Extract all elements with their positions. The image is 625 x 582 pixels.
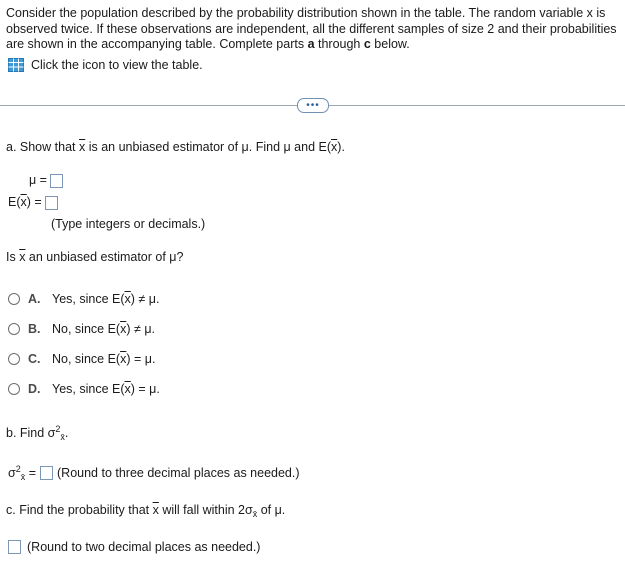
option-letter: A. <box>28 292 41 306</box>
sigma-sub: x̄ <box>60 432 65 442</box>
option-text-2: = μ. <box>134 382 160 396</box>
part-b-text: b. Find σ <box>6 426 56 440</box>
sigma-sup: 2 <box>55 424 61 434</box>
option-c[interactable] <box>8 352 155 366</box>
option-letter: B. <box>28 322 41 336</box>
part-c-text-2: will fall within 2σ <box>158 503 253 517</box>
xbar-symbol: $\overline{x}$ <box>120 322 127 336</box>
xbar-symbol: $\overline{x}$ <box>152 503 159 517</box>
view-table-link[interactable] <box>8 58 203 72</box>
option-letter: C. <box>28 352 41 366</box>
unbiased-question <box>6 250 183 264</box>
sigma-sup: 2 <box>15 464 21 474</box>
sigma-answer-box[interactable] <box>40 466 53 480</box>
part-c-text-1: c. Find the probability that <box>6 503 153 517</box>
xbar-symbol: $\overline{x}$ <box>331 140 338 154</box>
sigma-label-group <box>8 464 36 482</box>
option-text-2: ≠ μ. <box>134 292 160 306</box>
part-a-text-2: is an unbiased estimator of μ. Find μ and E <box>85 140 327 154</box>
option-text: Yes, since $E(\overline{x}) \ne \mu$. <box>52 292 160 306</box>
sigma-eq: = <box>25 466 37 480</box>
option-text: Yes, since $E(\overline{x}) = \mu$. <box>52 382 160 396</box>
problem-statement <box>6 6 618 53</box>
option-d[interactable] <box>8 382 160 396</box>
option-text-1: No, since E <box>52 352 116 366</box>
part-c-text-3: of μ. <box>257 503 286 517</box>
probability-answer-box[interactable] <box>8 540 21 554</box>
option-text: No, since $E(\overline{x}) = \mu$. <box>52 352 156 366</box>
e-xbar-answer-box[interactable] <box>45 196 58 210</box>
intro-text-3: below. <box>370 37 410 51</box>
e-label: E <box>8 195 17 209</box>
table-icon[interactable] <box>8 58 24 72</box>
option-text-1: Yes, since E <box>52 382 121 396</box>
view-table-label[interactable]: Click the icon to view the table. <box>31 58 203 72</box>
xbar-symbol: $\overline{x}$ <box>124 382 131 396</box>
radio-button[interactable] <box>8 323 20 335</box>
intro-text-1: Consider the population described by the probability distribution shown in the table. The random variable x is observed twice. If these observations are independent, all the different samples of size 2 and their probabilities are shown in the accompanying table. Complete parts <box>6 6 617 51</box>
part-c-hint: (Round to two decimal places as needed.) <box>27 540 261 554</box>
intro-bold-c: c <box>363 37 371 51</box>
question-text-1: Is <box>6 250 20 264</box>
option-text: No, since $E(\overline{x}) \ne \mu$. <box>52 322 155 336</box>
radio-button[interactable] <box>8 383 20 395</box>
part-b-prompt <box>6 424 68 442</box>
option-a[interactable] <box>8 292 159 306</box>
option-letter: D. <box>28 382 41 396</box>
probability-answer-row <box>8 540 260 554</box>
mu-label: μ = <box>29 173 47 187</box>
option-text-1: No, since E <box>52 322 116 336</box>
sigma-label: σ <box>8 466 16 480</box>
option-text-2: ≠ μ. <box>130 322 155 336</box>
option-text-2: = μ. <box>130 352 156 366</box>
xbar-symbol: $\overline{x}$ <box>19 250 26 264</box>
sigma-sub: x̄ <box>252 509 258 519</box>
part-a-hint: (Type integers or decimals.) <box>51 217 206 231</box>
question-text-2: an unbiased estimator of μ? <box>25 250 184 264</box>
sigma-sub: x̄ <box>20 472 26 482</box>
xbar-symbol: $\overline{x}$ <box>120 352 127 366</box>
e-xbar-answer-row: $E(\overline{x})$ = <box>8 195 58 210</box>
e-eq: = <box>30 195 42 209</box>
part-c-prompt <box>6 503 285 519</box>
part-a-text-3: . <box>341 140 345 154</box>
sigma-answer-row <box>8 464 300 482</box>
part-b-period: . <box>64 426 69 440</box>
xbar-symbol: $\overline{x}$ <box>20 195 27 209</box>
part-a-text-1: a. Show that <box>6 140 79 154</box>
mu-answer-row <box>29 173 63 188</box>
mu-answer-box[interactable] <box>50 174 63 188</box>
option-text-1: Yes, since E <box>52 292 121 306</box>
xbar-symbol: $\overline{x}$ <box>124 292 131 306</box>
xbar-symbol: $\overline{x}$ <box>78 140 86 154</box>
intro-bold-a: a <box>307 37 315 51</box>
part-a-prompt: a. Show that $\overline{x}$ is an unbiased estimator of μ. Find μ and $E(\overline{x})$. <box>6 140 345 154</box>
part-b-hint: (Round to three decimal places as needed.) <box>57 466 300 480</box>
radio-button[interactable] <box>8 353 20 365</box>
radio-button[interactable] <box>8 293 20 305</box>
option-b[interactable] <box>8 322 155 336</box>
intro-text-2: through <box>314 37 364 51</box>
expand-more-button[interactable]: ••• <box>297 98 329 113</box>
